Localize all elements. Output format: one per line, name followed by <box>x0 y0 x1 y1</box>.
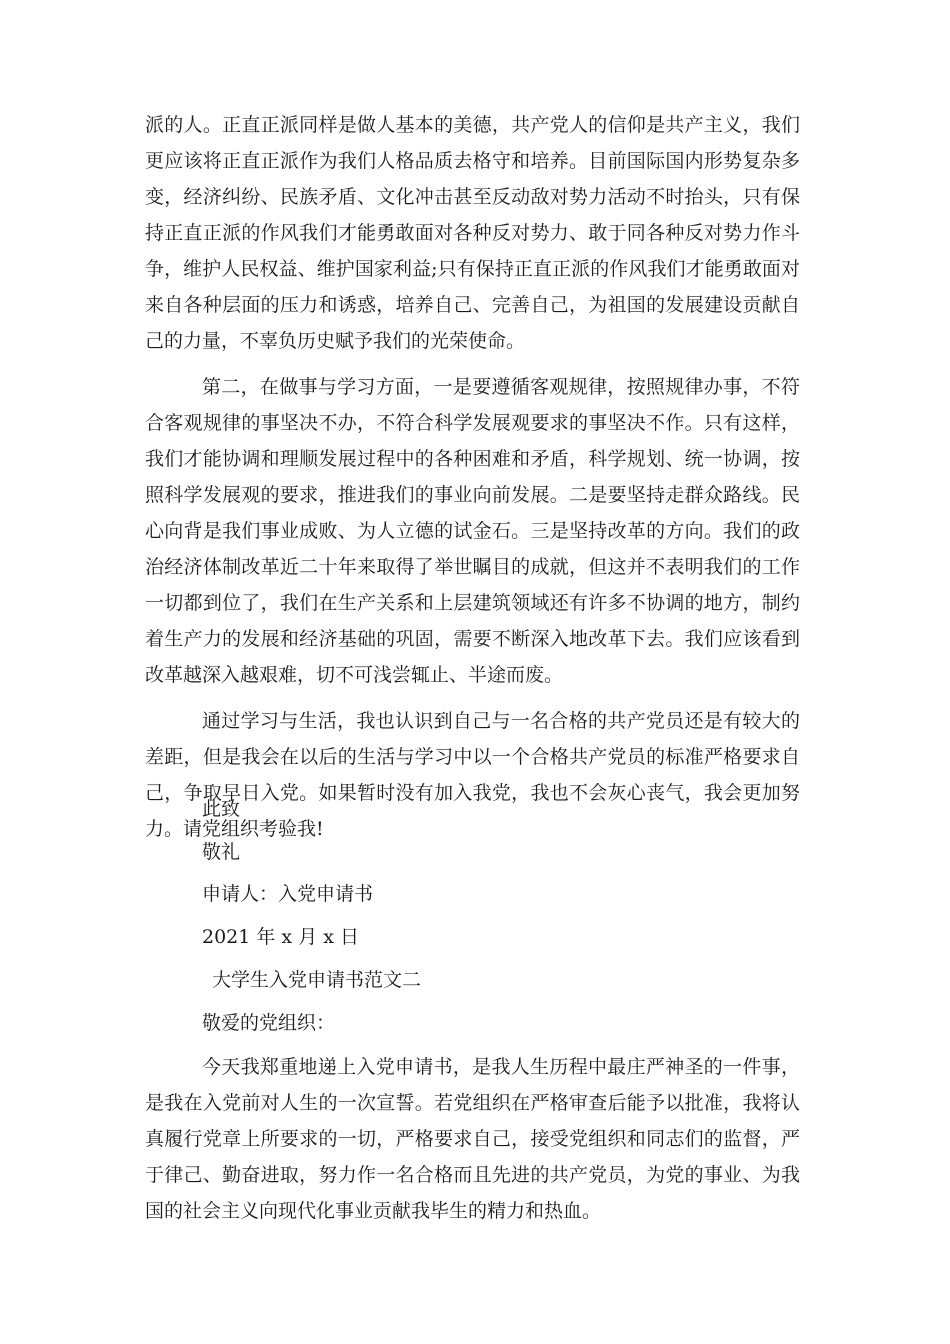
paragraph-third: 通过学习与生活，我也认识到自己与一名合格的共产党员还是有较大的差距，但是我会在以后的生活与学习中以一个合格共产党员的标准严格要求自己，争取早日入党。如果暂时没有加入我党，我也不会灰心丧气，我会更加努力。请党组织考验我! <box>145 710 800 840</box>
applicant-line: 申请人：入党申请书 <box>202 883 374 905</box>
closing-line-2: 敬礼 <box>202 841 241 863</box>
salutation: 敬爱的党组织： <box>202 1012 336 1034</box>
body-text-lower <box>145 1049 800 1229</box>
closing-line-1: 此致 <box>202 798 241 820</box>
paragraph-second: 第二，在做事与学习方面，一是要遵循客观规律，按照规律办事，不符合客观规律的事坚决不办，不符合科学发展观要求的事坚决不作。只有这样，我们才能协调和理顺发展过程中的各种困难和矛盾，科学规划、统一协调，按照科学发展观的要求，推进我们的事业向前发展。二是要坚持走群众路线。民心向背是我们事业成败、为人立德的试金石。三是坚持改革的方向。我们的政治经济体制改革近二十年来取得了举世瞩目的成就，但这并不表明我们的工作一切都到位了，我们在生产关系和上层建筑领域还有许多不协调的地方，制约着生产力的发展和经济基础的巩固，需要不断深入地改革下去。我们应该看到改革越深入越艰难，切不可浅尝辄止、半途而废。 <box>145 376 800 686</box>
paragraph-fourth: 今天我郑重地递上入党申请书，是我人生历程中最庄严神圣的一件事，是我在入党前对人生的一次宣誓。若党组织在严格审查后能予以批准，我将认真履行党章上所要求的一切，严格要求自己，接受党组织和同志们的监督，严于律己、勤奋进取，努力作一名合格而且先进的共产党员，为党的事业、为我国的社会主义向现代化事业贡献我毕生的精力和热血。 <box>145 1056 800 1222</box>
date-line: 2021 年 x 月 x 日 <box>202 926 359 948</box>
body-text-upper <box>145 107 800 847</box>
section-title: 大学生入党申请书范文二 <box>212 969 422 991</box>
paragraph-continuation: 派的人。正直正派同样是做人基本的美德，共产党人的信仰是共产主义，我们更应该将正直正派作为我们人格品质去格守和培养。目前国际国内形势复杂多变，经济纠纷、民族矛盾、文化冲击甚至反动敌对势力活动不时抬头，只有保持正直正派的作风我们才能勇敢面对各种反对势力、敢于同各种反对势力作斗争，维护人民权益、维护国家利益;只有保持正直正派的作风我们才能勇敢面对来自各种层面的压力和诱惑，培养自己、完善自己，为祖国的发展建设贡献自己的力量，不辜负历史赋予我们的光荣使命。 <box>145 114 800 352</box>
